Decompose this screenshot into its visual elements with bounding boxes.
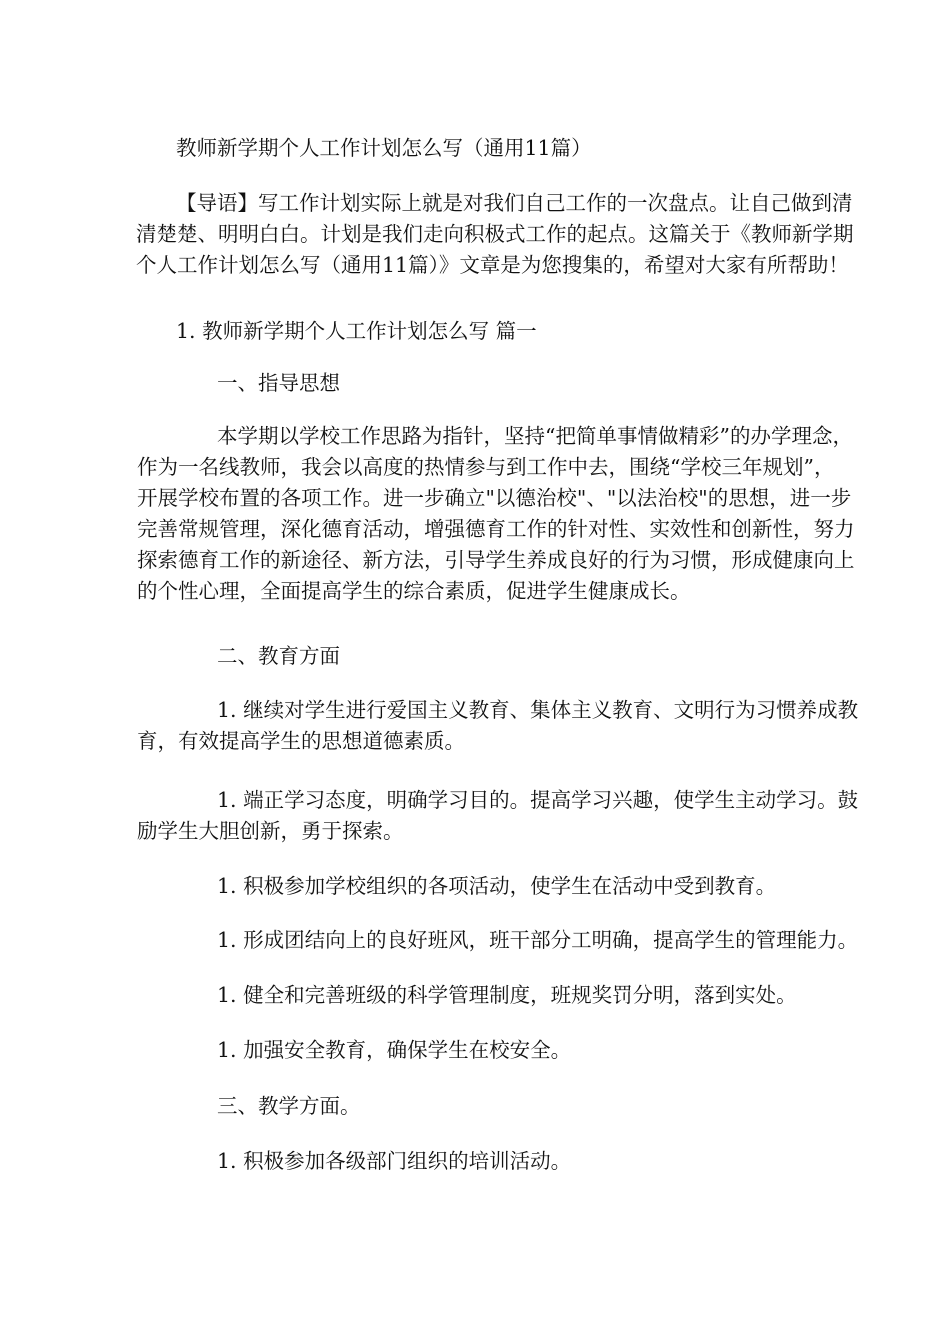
education-item: 1. 形成团结向上的良好班风，班干部分工明确，提高学生的管理能力。 <box>217 928 859 952</box>
section-heading-education: 二、教育方面 <box>217 644 340 668</box>
item-line: 育，有效提高学生的思想道德素质。 <box>137 729 465 753</box>
teaching-item: 1. 积极参加各级部门组织的培训活动。 <box>217 1149 572 1173</box>
paragraph-line: 完善常规管理，深化德育活动，增强德育工作的针对性、实效性和创新性，努力 <box>137 517 855 541</box>
intro-line: 个人工作计划怎么写（通用11篇）》文章是为您搜集的，希望对大家有所帮助！ <box>136 253 849 277</box>
section-heading-guiding-thought: 一、指导思想 <box>217 371 340 395</box>
education-item: 1. 积极参加学校组织的各项活动，使学生在活动中受到教育。 <box>217 874 777 898</box>
intro-line: 【导语】写工作计划实际上就是对我们自己工作的一次盘点。让自己做到清 <box>176 191 853 215</box>
section-heading-teaching: 三、教学方面。 <box>217 1094 361 1118</box>
paragraph-line: 作为一名线教师，我会以高度的热情参与到工作中去，围绕“学校三年规划”， <box>137 455 835 479</box>
chapter-heading: 1. 教师新学期个人工作计划怎么写 篇一 <box>176 319 537 343</box>
document-title: 教师新学期个人工作计划怎么写（通用11篇） <box>176 136 592 160</box>
paragraph-line: 本学期以学校工作思路为指针，坚持“把简单事情做精彩”的办学理念， <box>217 424 853 448</box>
paragraph-line: 开展学校布置的各项工作。进一步确立"以德治校"、"以法治校"的思想，进一步 <box>137 486 852 510</box>
intro-paragraph <box>136 188 854 281</box>
paragraph-line: 探索德育工作的新途径、新方法，引导学生养成良好的行为习惯，形成健康向上 <box>137 548 855 572</box>
paragraph-line: 的个性心理，全面提高学生的综合素质，促进学生健康成长。 <box>137 579 691 603</box>
guiding-thought-paragraph <box>137 421 855 607</box>
intro-line: 清楚楚、明明白白。计划是我们走向积极式工作的起点。这篇关于《教师新学期 <box>136 222 854 246</box>
education-item <box>137 695 859 757</box>
education-item <box>137 785 859 847</box>
item-line: 1. 继续对学生进行爱国主义教育、集体主义教育、文明行为习惯养成教 <box>217 698 859 722</box>
item-line: 1. 端正学习态度，明确学习目的。提高学习兴趣，使学生主动学习。鼓 <box>217 788 859 812</box>
item-line: 励学生大胆创新，勇于探索。 <box>137 819 404 843</box>
education-item: 1. 健全和完善班级的科学管理制度，班规奖罚分明，落到实处。 <box>217 983 797 1007</box>
education-item: 1. 加强安全教育，确保学生在校安全。 <box>217 1038 572 1062</box>
